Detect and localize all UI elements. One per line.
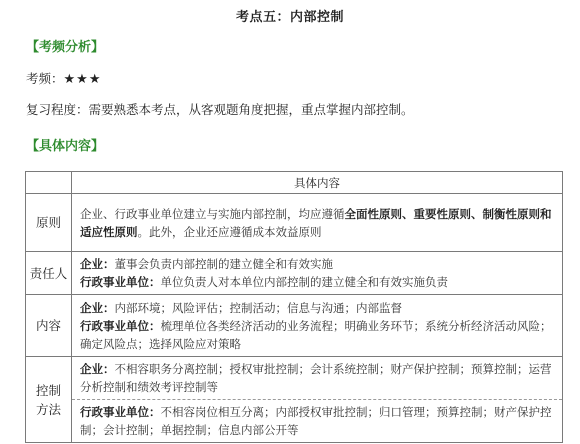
- table-header-row: [26, 172, 563, 194]
- frequency-line: [26, 69, 101, 87]
- table-row-responsible: [26, 252, 563, 295]
- row-label: 内容: [26, 295, 72, 357]
- table-header: 具体内容: [72, 172, 563, 194]
- section-label-frequency: 【考频分析】: [26, 40, 105, 55]
- row-content: 企业、行政事业单位建立与实施内部控制，均应遵循全面性原则、重要性原则、制衡性原则和适应性原则。此外，企业还应遵循成本效益原则: [72, 194, 563, 252]
- table-row-principle: [26, 194, 563, 252]
- section-label-text: 考频分析: [39, 40, 92, 55]
- table-row-methods: [26, 357, 563, 443]
- section-label-text: 具体内容: [39, 139, 92, 154]
- content-table: [25, 171, 563, 443]
- row-label: 控制 方法: [26, 357, 72, 443]
- section-label-content: 【具体内容】: [26, 139, 105, 154]
- frequency-label: 考频：: [26, 71, 64, 86]
- row-content: 企业：内部环境；风险评估；控制活动；信息与沟通；内部监督 行政事业单位：梳理单位各类经济活动的业务流程；明确业务环节；系统分析经济活动风险；确定风险点；选择风险应对策略: [72, 295, 563, 357]
- page-title: 考点五：内部控制: [235, 10, 344, 25]
- row-label: 责任人: [26, 252, 72, 295]
- table-row-content: [26, 295, 563, 357]
- review-line: 复习程度：需要熟悉本考点，从客观题角度把握，重点掌握内部控制。: [26, 102, 414, 117]
- star-rating: ★★★: [63, 72, 102, 87]
- table-header-empty: [26, 172, 72, 194]
- row-content: 企业：不相容职务分离控制；授权审批控制；会计系统控制；财产保护控制；预算控制；运营分析控制和绩效考评控制等 行政事业单位：不相容岗位相互分离；内部授权审批控制；归口管理；预算控制；财产保护控制；会计控制；单据控制；信息内部公开等: [72, 357, 563, 443]
- row-label: 原则: [26, 194, 72, 252]
- row-content: 企业：董事会负责内部控制的建立健全和有效实施 行政事业单位：单位负责人对本单位内部控制的建立健全和有效实施负责: [72, 252, 563, 295]
